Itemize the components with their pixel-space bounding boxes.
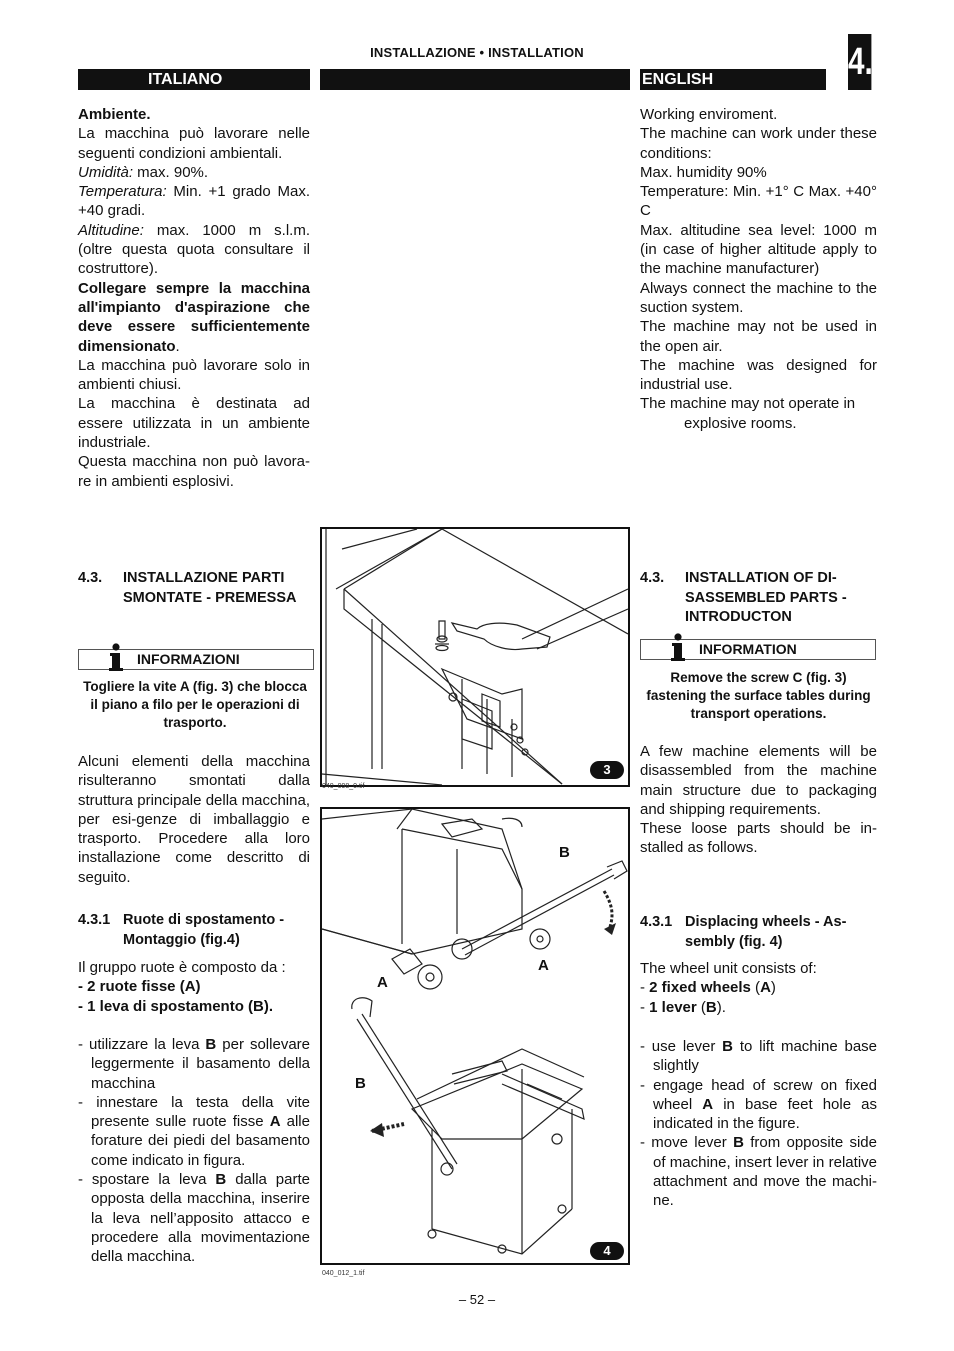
it-industrial: La macchina è destinata ad essere utilizzata in un ambiente industriale. [78, 395, 310, 452]
en-step-3 [640, 1133, 877, 1210]
it-step-3-b: B [215, 1171, 227, 1189]
it-info-label: INFORMAZIONI [137, 651, 240, 667]
en-sec431-num: 4.3.1 [640, 914, 673, 930]
it-step-2-b: A [269, 1113, 281, 1131]
figure-3 [320, 527, 630, 787]
it-environment [78, 105, 310, 491]
en-item-2-e: ). [716, 998, 726, 1016]
it-alt-value: max. 1000 m s.l.m. (oltre questa quota consultare il costruttore). [78, 221, 310, 278]
it-group-item-1: - 2 ruote fisse (A) [78, 978, 201, 996]
figure-3-number: 3 [590, 761, 624, 779]
it-env-intro: La macchina può lavorare nelle seguenti condizioni ambientali. [78, 125, 310, 162]
info-icon [109, 643, 123, 671]
en-steps [640, 1037, 877, 1211]
figure-3-drawing [322, 529, 628, 785]
it-humidity [78, 163, 310, 182]
en-env-intro: The machine can work under these conditions: [640, 125, 877, 162]
en-industrial: The machine was designed for industrial use. [640, 356, 877, 394]
en-step-2-b: A [702, 1095, 714, 1113]
it-steps [78, 1035, 310, 1267]
it-step-1 [78, 1035, 310, 1093]
en-item-1-d: A [760, 979, 771, 997]
figure-4-number: 4 [590, 1242, 624, 1260]
en-explosive-2: explosive rooms. [684, 414, 797, 432]
en-item-2-b: 1 lever [649, 998, 697, 1016]
figure-4-label-a-right: A [538, 957, 549, 974]
en-section-4-3-1-heading [640, 913, 877, 952]
it-step-1-b: B [205, 1036, 217, 1053]
figure-4-file: 040_012_1.tif [322, 1270, 365, 1277]
page-number: – 52 – [458, 1292, 496, 1307]
it-humidity-value: max. 90%. [133, 163, 209, 181]
en-info-label: INFORMATION [699, 641, 797, 657]
en-environment [640, 105, 877, 433]
en-step-2-a: - engage head of screw on fixed wheel [640, 1076, 877, 1113]
it-altitude [78, 221, 310, 279]
it-step-2 [78, 1093, 310, 1170]
it-temperature [78, 182, 310, 221]
figure-4-label-a-left: A [377, 974, 388, 991]
en-item-2-a: - [640, 998, 650, 1016]
it-group-intro: Il gruppo ruote è composto da : [78, 959, 286, 976]
en-open-air: The machine may not be used in the open air. [640, 318, 877, 355]
en-parts-text-1: A few machine elements will be disassembled from the machine main structure due to packaging and shipping requirements. [640, 743, 877, 818]
figure-4-label-b-bottom: B [355, 1075, 366, 1092]
it-explosive: Questa macchina non può lavora-re in ambienti esplosivi. [78, 453, 310, 490]
it-step-2-c: alle forature dei piedi del basamento come indicato in figura. [91, 1113, 310, 1169]
it-step-3 [78, 1170, 310, 1266]
en-item-2-c: ( [696, 998, 706, 1016]
it-warning-bold: Collegare sempre la macchina all'impianto d'aspirazione che deve essere sufficientemente dimensionato [78, 279, 310, 355]
it-parts-text: Alcuni elementi della macchina risulteranno smontati dalla struttura principale della macchina, per esi-genze di imballaggio e trasporto. Procedere alla loro installazione come descritto di seguito. [78, 753, 310, 886]
it-sec43-num: 4.3. [78, 570, 103, 586]
header-title: INSTALLAZIONE • INSTALLATION [370, 45, 584, 60]
en-sec43-num: 4.3. [640, 570, 665, 586]
figure-3-file: 040_098_0.tif [322, 783, 365, 790]
it-wheel-group [78, 958, 310, 1016]
en-wheel-group [640, 959, 877, 1017]
it-step-3-a: - spostare la leva [78, 1171, 216, 1189]
figure-4-drawing [322, 809, 628, 1263]
it-step-2-a: - innestare la testa della vite presente sulle ruote fisse [78, 1093, 310, 1131]
en-item-1-a: - [640, 979, 650, 997]
en-group-intro: The wheel unit consists of: [640, 960, 817, 977]
en-altitude: Max. altitudine sea level: 1000 m (in case of higher altitude apply to the machine manufacturer) [640, 221, 877, 278]
english-bar: ENGLISH [640, 69, 826, 90]
it-temp-label: Temperatura: [78, 183, 167, 201]
en-step-1 [640, 1037, 877, 1076]
en-humidity: Max. humidity 90% [640, 163, 767, 181]
it-sec431-title: Ruote di spostamento - Montaggio (fig.4) [123, 912, 285, 948]
it-step-1-a: - utilizzare la leva [78, 1036, 206, 1053]
en-group-item-2 [640, 998, 877, 1017]
it-group-item-2: - 1 leva di spostamento (B). [78, 997, 274, 1015]
it-sec43-title: INSTALLAZIONE PARTI SMONTATE - PREMESSA [123, 570, 297, 606]
it-step-1-c: per sollevare leggermente il basamento della macchina [91, 1036, 310, 1092]
chapter-number: 4. [848, 34, 871, 90]
it-section-4-3-heading [78, 569, 310, 608]
it-section-4-3-1-heading [78, 911, 310, 950]
en-parts-text-2: These loose parts should be in-stalled as follows. [640, 820, 877, 857]
it-closed: La macchina può lavorare solo in ambienti chiusi. [78, 356, 310, 394]
it-warning-end: . [175, 337, 180, 355]
info-icon [671, 633, 685, 661]
en-step-3-a: - move lever [640, 1134, 734, 1152]
en-parts [640, 742, 877, 858]
en-explosive-1: The machine may not operate in [640, 395, 856, 413]
en-item-1-e: ) [770, 979, 776, 997]
en-item-2-d: B [705, 998, 717, 1016]
it-sec431-num: 4.3.1 [78, 912, 111, 928]
it-warning [78, 279, 310, 356]
en-section-4-3-heading [640, 569, 877, 628]
figure-4-label-b-top: B [559, 844, 570, 861]
en-sec43-title: INSTALLATION OF DI-SASSEMBLED PARTS - INTRODUCTON [685, 570, 847, 625]
it-info-box [78, 649, 314, 670]
middle-bar [320, 69, 630, 90]
it-alt-label: Altitudine: [78, 221, 144, 239]
en-step-2-c: in base feet hole as indicated in the figure. [653, 1095, 877, 1133]
en-suction: Always connect the machine to the suction system. [640, 279, 877, 316]
en-step-1-c: to lift machine base slightly [653, 1038, 878, 1075]
it-step-3-c: dalla parte opposta della macchina, inserire la leva nell’apposito attacco e procedere alla movimentazione della macchina. [91, 1171, 310, 1266]
en-step-3-b: B [733, 1134, 744, 1152]
en-env-title: Working enviroment. [640, 106, 778, 123]
en-step-1-a: - use lever [640, 1038, 723, 1055]
en-temperature: Temperature: Min. +1° C Max. +40° C [640, 183, 877, 220]
it-temp-value: Min. +1 grado Max. +40 gradi. [78, 183, 310, 220]
en-sec431-title: Displacing wheels - As-sembly (fig. 4) [685, 914, 847, 950]
it-info-text: Togliere la vite A (fig. 3) che blocca il piano a filo per le operazioni di trasporto. [83, 679, 307, 730]
en-info-text: Remove the screw C (fig. 3) fastening the surface tables during transport operations. [646, 670, 871, 721]
en-item-1-b: 2 fixed wheels [649, 979, 751, 997]
en-step-2 [640, 1076, 877, 1134]
it-humidity-label: Umidità: [78, 163, 134, 181]
en-group-item-1 [640, 978, 877, 997]
en-step-1-b: B [722, 1038, 733, 1055]
italian-bar: ITALIANO [78, 69, 310, 90]
en-info-box [640, 639, 876, 660]
en-item-1-c: ( [750, 979, 761, 997]
en-step-3-c: from opposite side of machine, insert lever in relative attachment and move the machi-ne. [653, 1134, 877, 1210]
it-env-title: Ambiente. [78, 106, 151, 123]
figure-4 [320, 807, 630, 1265]
